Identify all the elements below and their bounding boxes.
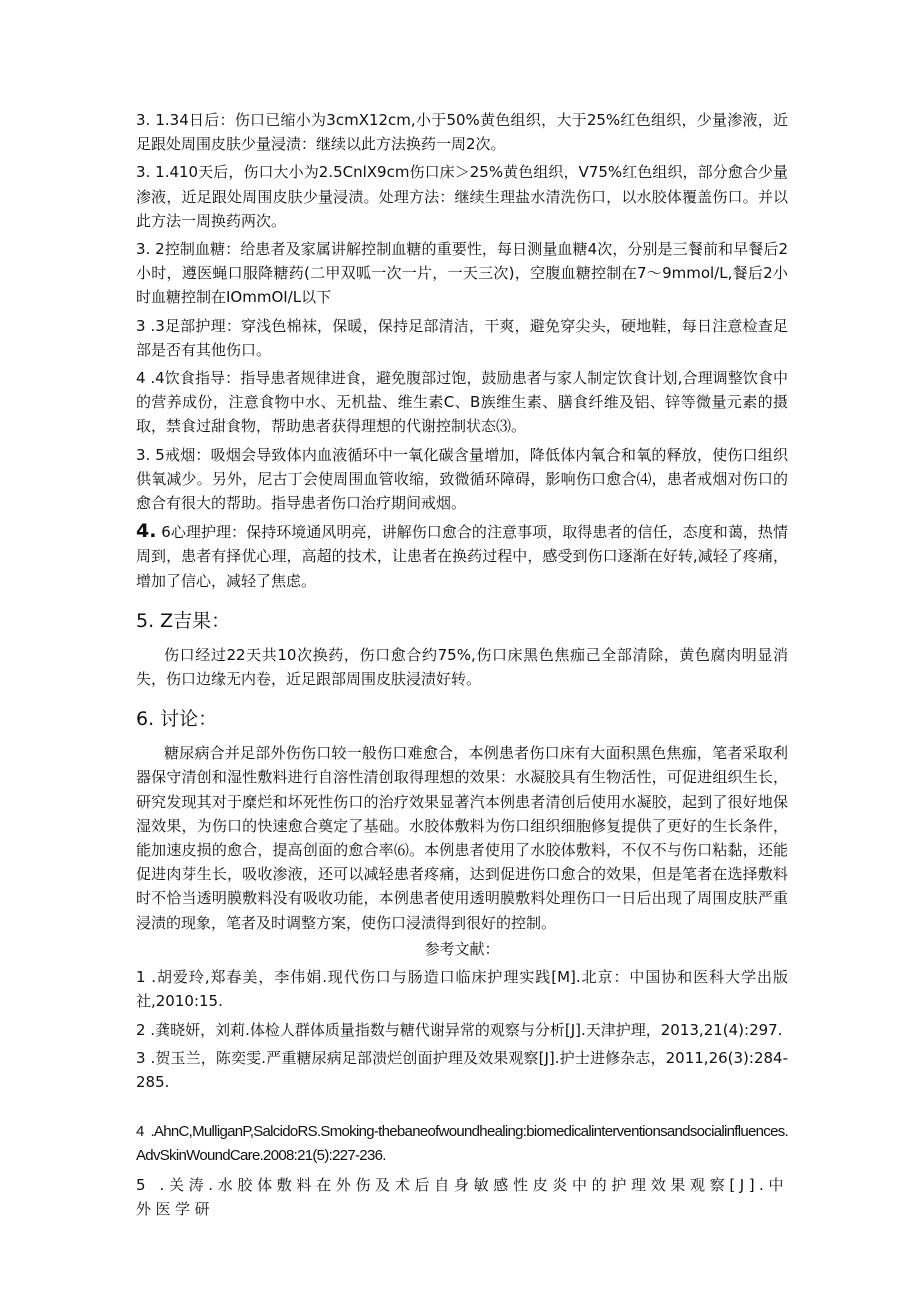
care-item-psychological-number: 4. <box>136 520 157 543</box>
section-results-heading: 5. Z吉果： <box>136 609 231 632</box>
care-item-3-1-4: 3. 1.410天后，伤口大小为2.5CnlX9cm伤口床＞25%黄色组织，V75%红色组织，部分愈合少量渗液，近足跟处周围皮肤少量浸渍。处理方法：继续生理盐水清洗伤口，以水胶体覆盖伤口。并以此方法一周换药两次。 <box>136 163 788 230</box>
reference-3: 3 .贺玉兰，陈奕雯.严重糖尿病足部溃烂创面护理及效果观察[J].护士进修杂志，2011,26(3):284-285. <box>136 1048 788 1091</box>
care-item-psychological-text: 6心理护理：保持环境通风明亮，讲解伤口愈合的注意事项，取得患者的信任，态度和蔼，热情周到，患者有择优心理，高超的技术，让患者在换药过程中，感受到伤口逐渐在好转,减轻了疼痛，增加了信心，减轻了焦虑。 <box>136 523 788 590</box>
care-item-psychological <box>136 519 788 593</box>
care-item-blood-glucose: 3. 2控制血糖：给患者及家属讲解控制血糖的重要性，每日测量血糖4次，分别是三餐前和早餐后2小时，遵医蝇口服降糖药(二甲双呱一次一片，一天三次)，空腹血糖控制在7～9mmol/L,餐后2小时血糖控制在IOmmOI/L以下 <box>136 240 788 307</box>
document-body <box>136 108 788 1225</box>
section-discussion-body: 糖尿病合并足部外伤伤口较一般伤口难愈合，本例患者伤口床有大面积黑色焦痂，笔者采取利器保守清创和湿性敷料进行自溶性清创取得理想的效果：水凝胶具有生物活性，可促进组织生长，研究发现其对于糜烂和坏死性伤口的治疗效果显著汽本例患者清创后使用水凝胶，起到了很好地保湿效果，为伤口的快速愈合奠定了基础。水胶体敷料为伤口组织细胞修复提供了更好的生长条件，能加速皮损的愈合，提高创面的愈合率⑹。本例患者使用了水胶体敷料，不仅不与伤口粘黏，还能促进肉芽生长，吸收渗液，还可以减轻患者疼痛，达到促进伤口愈合的效果，但是笔者在选择敷料时不恰当透明膜敷料没有吸收功能，本例患者使用透明膜敷料处理伤口一日后出现了周围皮肤严重浸渍的现象，笔者及时调整方案，使伤口浸渍得到很好的控制。 <box>136 744 788 932</box>
references-heading: 参考文献： <box>424 939 500 958</box>
care-item-foot-care: 3 .3足部护理：穿浅色棉袜，保暖，保持足部清洁，干爽，避免穿尖头，硬地鞋，每日注意检查足部是否有其他伤口。 <box>136 316 788 359</box>
section-results-body: 伤口经过22天共10次换药，伤口愈合约75%,伤口床黑色焦痂己全部清除，黄色腐肉明显消失，伤口边缘无内卷，近足跟部周围皮肤浸渍好转。 <box>136 645 788 689</box>
reference-1: 1 .胡爱玲,郑春美，李伟娟.现代伤口与肠造口临床护理实践[M].北京：中国协和医科大学出版社,2010:15. <box>136 968 788 1011</box>
care-item-diet: 4 .4饮食指导：指导患者规律进食，避免腹部过饱，鼓励患者与家人制定饮食计划,合理调整饮食中的营养成份，注意食物中水、无机盐、维生素C、B族维生素、膳食纤维及铝、锌等微量元素的摄取，禁食过甜食物，帮助患者获得理想的代谢控制状态⑶。 <box>136 369 788 436</box>
reference-2: 2 .龚晓妍，刘莉.体检人群体质量指数与糖代谢异常的观察与分析[J].天津护理，2013,21(4):297. <box>136 1020 783 1039</box>
care-item-smoking: 3. 5戒烟：吸烟会导致体内血液循环中一氧化碳含量增加，降低体内氧合和氧的释放，使伤口组织供氧减少。另外，尼古丁会使周围血管收缩，致微循环障碍，影响伤口愈合⑷，患者戒烟对伤口的愈合有很大的帮助。指导患者伤口治疗期间戒烟。 <box>136 445 788 513</box>
reference-4: 4 .AhnC,MulliganP,SalcidoRS.Smoking-thebaneofwoundhealing:biomedicalinterventionsandsocialinfluences.AdvSkinWoundCare.2008:21(5):227-236. <box>136 1123 788 1165</box>
reference-5: 5 .关涛.水胶体敷料在外伤及术后自身敏感性皮炎中的护理效果观察[J].中外医学研 <box>136 1175 788 1218</box>
section-discussion-heading: 6. 讨论： <box>136 708 218 731</box>
care-item-3-1-3: 3. 1.34日后：伤口已缩小为3cmX12cm,小于50%黄色组织，大于25%红色组织，少量渗液，近足跟处周围皮肤少量浸渍：继续以此方法换药一周2次。 <box>136 111 788 154</box>
